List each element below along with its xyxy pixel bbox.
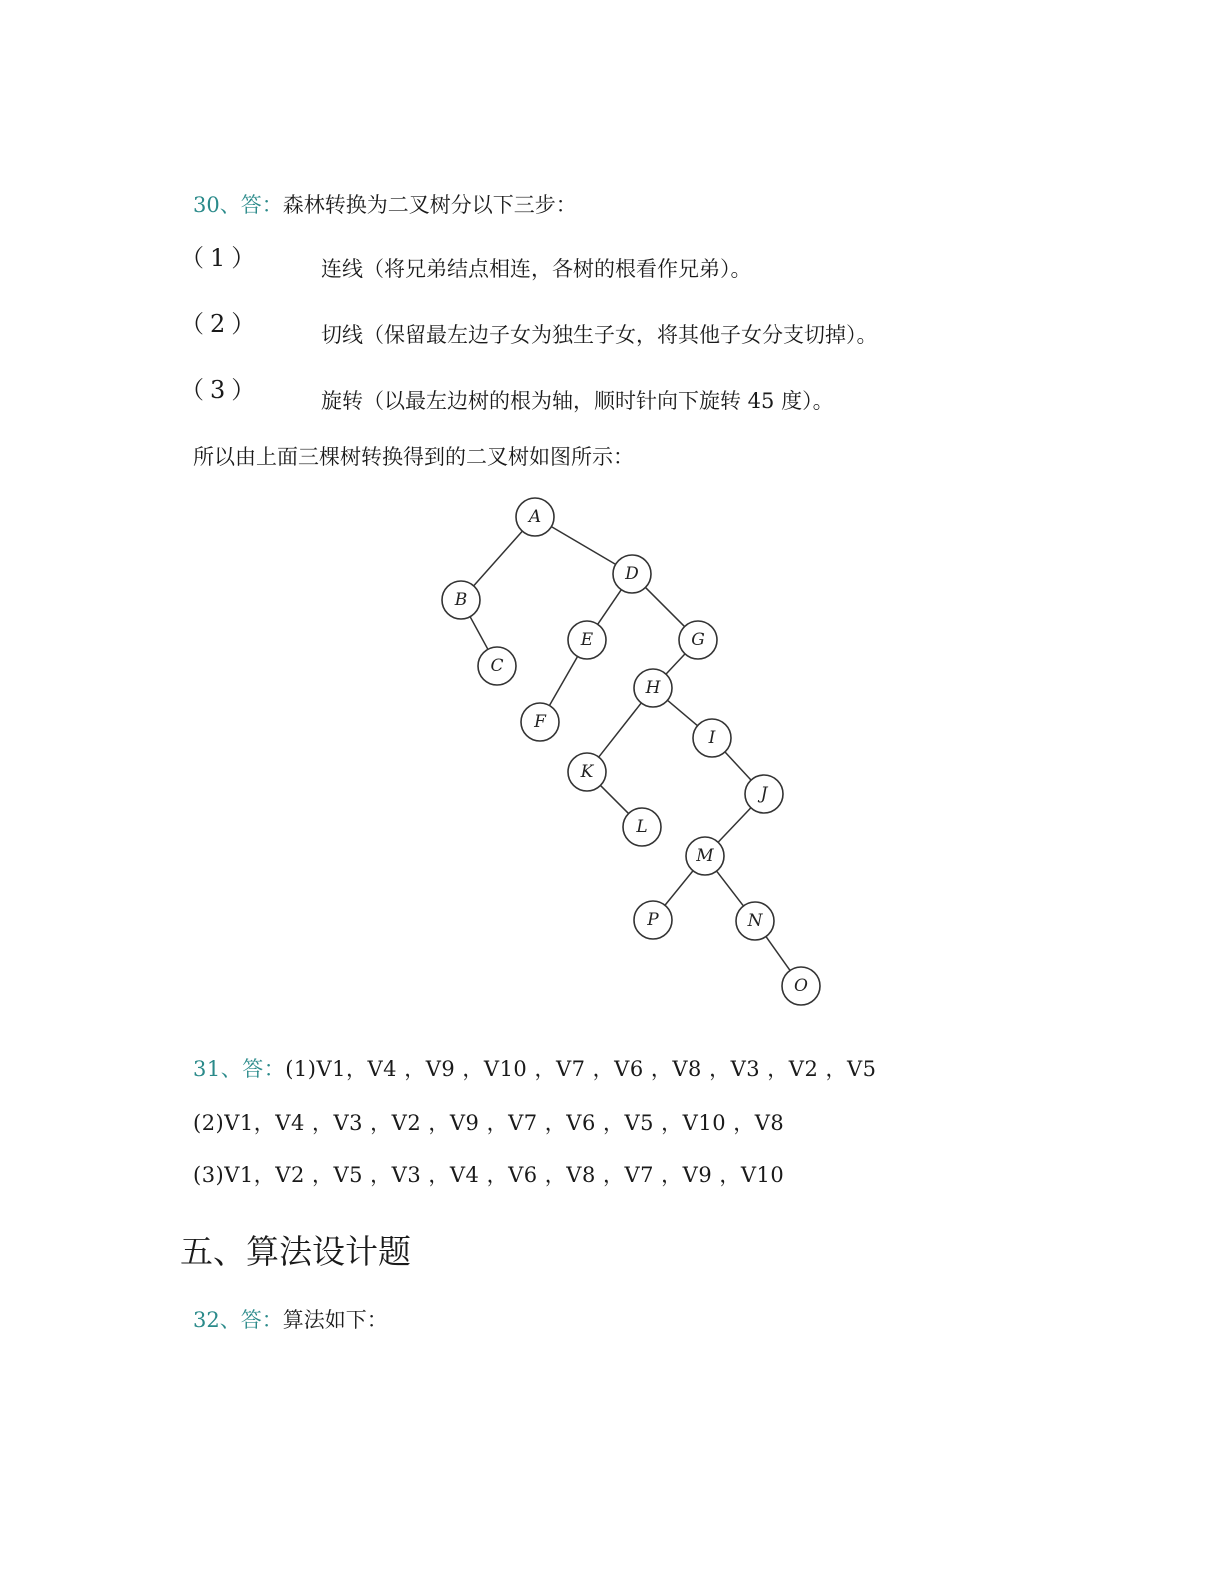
tree-node-A — [516, 498, 554, 536]
q32-label: 32、答： — [193, 1308, 283, 1332]
tree-node-H — [634, 669, 672, 707]
node-label-L: L — [636, 817, 648, 837]
edge-D-G — [645, 587, 684, 626]
node-label-P: P — [647, 910, 659, 930]
step-1-number: （1） — [180, 244, 262, 272]
tree-node-M — [686, 837, 724, 875]
q31-answer-1: (1)V1，V4 ，V9 ，V10 ，V7 ，V6 ，V8 ，V3 ，V2 ，V5 — [285, 1057, 877, 1081]
step-1-text: 连线（将兄弟结点相连，各树的根看作兄弟）。 — [321, 257, 752, 281]
q30-line — [193, 191, 577, 219]
node-label-C: C — [490, 656, 504, 676]
step-2-text: 切线（保留最左边子女为独生子女，将其他子女分支切掉）。 — [321, 323, 878, 347]
node-label-H: H — [645, 678, 661, 698]
tree-node-K — [568, 753, 606, 791]
node-label-E: E — [580, 630, 594, 650]
q31-line-1 — [193, 1055, 877, 1083]
tree-node-P — [634, 901, 672, 939]
tree-node-N — [736, 902, 774, 940]
tree-node-I — [693, 719, 731, 757]
edge-I-J — [725, 752, 751, 780]
step-3-text: 旋转（以最左边树的根为轴，顺时针向下旋转 45 度）。 — [321, 389, 834, 413]
step-3-number: （3） — [180, 376, 262, 404]
q31-label: 31、答： — [193, 1057, 286, 1081]
edge-H-I — [667, 700, 697, 725]
edge-B-C — [470, 617, 488, 650]
node-label-O: O — [794, 976, 808, 996]
q31-line-2: (2)V1，V4 ，V3 ，V2 ，V9 ，V7 ，V6 ，V5 ，V10 ，V8 — [193, 1111, 785, 1135]
q30-conclusion: 所以由上面三棵树转换得到的二叉树如图所示： — [193, 445, 634, 469]
q30-label: 30、答： — [193, 193, 283, 217]
tree-node-F — [521, 703, 559, 741]
node-label-I: I — [708, 728, 716, 748]
binary-tree-diagram — [420, 490, 840, 1020]
step-2-number: （2） — [180, 310, 262, 338]
node-label-A: A — [528, 507, 542, 527]
tree-node-B — [442, 581, 480, 619]
tree-nodes — [442, 498, 820, 1005]
tree-node-C — [478, 647, 516, 685]
section-heading: 五、算法设计题 — [180, 1232, 411, 1271]
q32-line — [193, 1306, 388, 1334]
tree-node-D — [613, 555, 651, 593]
edge-N-O — [766, 937, 790, 971]
q32-text: 算法如下： — [282, 1308, 388, 1332]
node-label-M: M — [696, 846, 714, 866]
tree-node-J — [745, 775, 783, 813]
node-label-F: F — [534, 712, 546, 732]
tree-node-O — [782, 967, 820, 1005]
q31-line-3: (3)V1，V2 ，V5 ，V3 ，V4 ，V6 ，V8 ，V7 ，V9 ，V10 — [193, 1163, 785, 1187]
edge-K-L — [600, 785, 628, 813]
node-label-N: N — [747, 911, 763, 931]
tree-node-L — [623, 808, 661, 846]
node-label-K: K — [580, 762, 594, 782]
edge-A-B — [474, 531, 523, 586]
edge-M-P — [665, 871, 693, 906]
edge-D-E — [598, 590, 622, 625]
edge-J-M — [718, 808, 751, 842]
node-label-B: B — [454, 590, 468, 610]
node-label-G: G — [691, 630, 705, 650]
edge-G-H — [666, 654, 685, 674]
tree-node-E — [568, 621, 606, 659]
tree-node-G — [679, 621, 717, 659]
node-label-J: J — [760, 784, 768, 804]
edge-E-F — [549, 656, 577, 705]
q30-text: 森林转换为二叉树分以下三步： — [282, 193, 577, 217]
node-label-D: D — [625, 564, 639, 584]
edge-H-K — [599, 703, 642, 757]
edge-A-D — [551, 527, 615, 565]
edge-M-N — [717, 871, 744, 906]
